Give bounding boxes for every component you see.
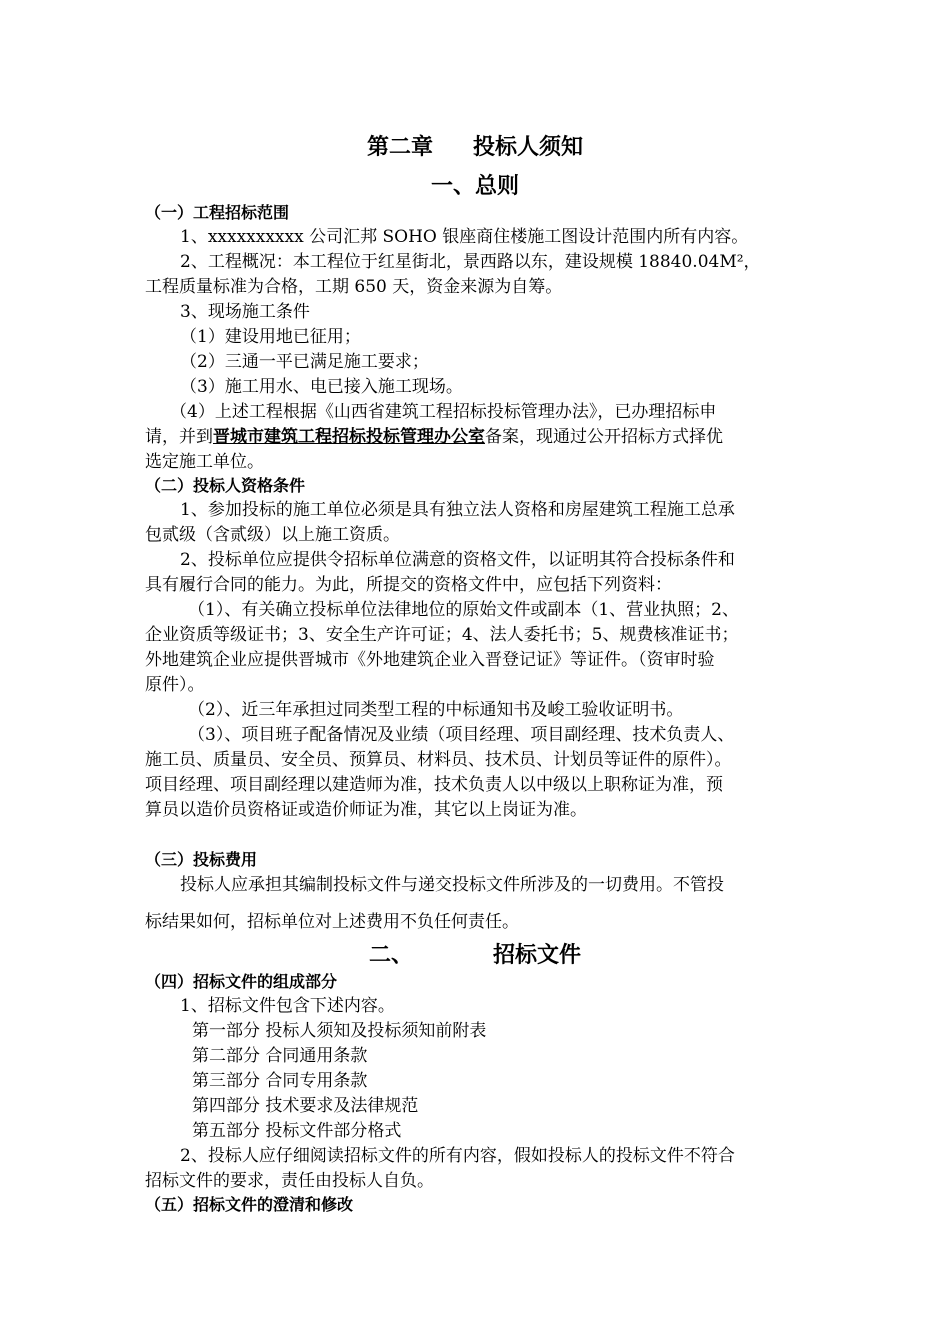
paragraph-line: 施工员、质量员、安全员、预算员、材料员、技术员、计划员等证件的原件）。 [145,750,732,770]
paragraph-line: （3）、项目班子配备情况及业绩（项目经理、项目副经理、技术负责人、 [188,725,735,745]
paragraph-line: （2）、近三年承担过同类型工程的中标通知书及峻工验收证明书。 [188,700,684,720]
subsection-title: （一）工程招标范围 [145,203,290,222]
subsection-title: （三）投标费用 [145,850,258,869]
paragraph-line: 原件）。 [145,675,205,695]
paragraph-line: 3、现场施工条件 [180,302,310,322]
list-item: 第四部分 技术要求及法律规范 [192,1096,419,1116]
paragraph-line: 2、工程概况：本工程位于红星街北，景西路以东，建设规模 18840.04M²， [180,252,761,272]
paragraph-line: （1）建设用地已征用； [180,327,361,347]
paragraph-line: 外地建筑企业应提供晋城市《外地建筑企业入晋登记证》等证件。（资审时验 [145,650,715,670]
subsection-title: （四）招标文件的组成部分 [145,972,338,991]
list-item: 第五部分 投标文件部分格式 [192,1121,402,1141]
paragraph-line: 2、投标人应仔细阅读招标文件的所有内容，假如投标人的投标文件不符合 [180,1146,735,1166]
paragraph-line: 项目经理、项目副经理以建造师为准，技术负责人以中级以上职称证为准，预 [145,775,723,795]
paragraph-line: 具有履行合同的能力。为此，所提交的资格文件中，应包括下列资料： [145,575,672,595]
subsection-title: （五）招标文件的澄清和修改 [145,1195,354,1214]
paragraph-line: 标结果如何，招标单位对上述费用不负任何责任。 [145,912,519,932]
paragraph-line: 招标文件的要求，责任由投标人自负。 [145,1171,434,1191]
section-heading-general: 一、总则 [430,174,519,199]
list-item: 第三部分 合同专用条款 [192,1071,368,1091]
paragraph-line: 选定施工单位。 [145,452,264,472]
paragraph-line: 算员以造价员资格证或造价师证为准，其它以上岗证为准。 [145,800,587,820]
paragraph-line: 2、投标单位应提供令招标单位满意的资格文件，以证明其符合投标条件和 [180,550,735,570]
paragraph-line: 投标人应承担其编制投标文件与递交投标文件所涉及的一切费用。不管投 [180,875,724,895]
subsection-title: （二）投标人资格条件 [145,476,306,495]
paragraph-line: （4）上述工程根据《山西省建筑工程招标投标管理办法》，已办理招标申 [170,402,717,422]
list-item: 第一部分 投标人须知及投标须知前附表 [192,1021,487,1041]
paragraph-line: 工程质量标准为合格，工期 650 天，资金来源为自筹。 [145,277,563,297]
paragraph-line: 1、xxxxxxxxxx 公司汇邦 SOHO 银座商住楼施工图设计范围内所有内容。 [180,227,749,247]
paragraph-line: 包贰级（含贰级）以上施工资质。 [145,525,400,545]
paragraph-line: 1、招标文件包含下述内容。 [180,996,395,1016]
paragraph-line: 1、参加投标的施工单位必须是具有独立法人资格和房屋建筑工程施工总承 [180,500,735,520]
chapter-title: 第二章 投标人须知 [366,135,584,160]
list-item: 第二部分 合同通用条款 [192,1046,368,1066]
paragraph-line: 企业资质等级证书；3、安全生产许可证；4、法人委托书；5、规费核准证书； [145,625,739,645]
paragraph-line: （1）、有关确立投标单位法律地位的原始文件或副本（1、营业执照；2、 [188,600,739,620]
paragraph-line: （3）施工用水、电已接入施工现场。 [180,377,463,397]
paragraph-line: （2）三通一平已满足施工要求； [180,352,429,372]
office-name-link: 晋城市建筑工程招标投标管理办公室 [213,427,485,447]
section-heading-bidding-docs: 二、 招标文件 [368,943,582,968]
paragraph-line: 请，并到晋城市建筑工程招标投标管理办公室备案，现通过公开招标方式择优 [145,427,723,447]
